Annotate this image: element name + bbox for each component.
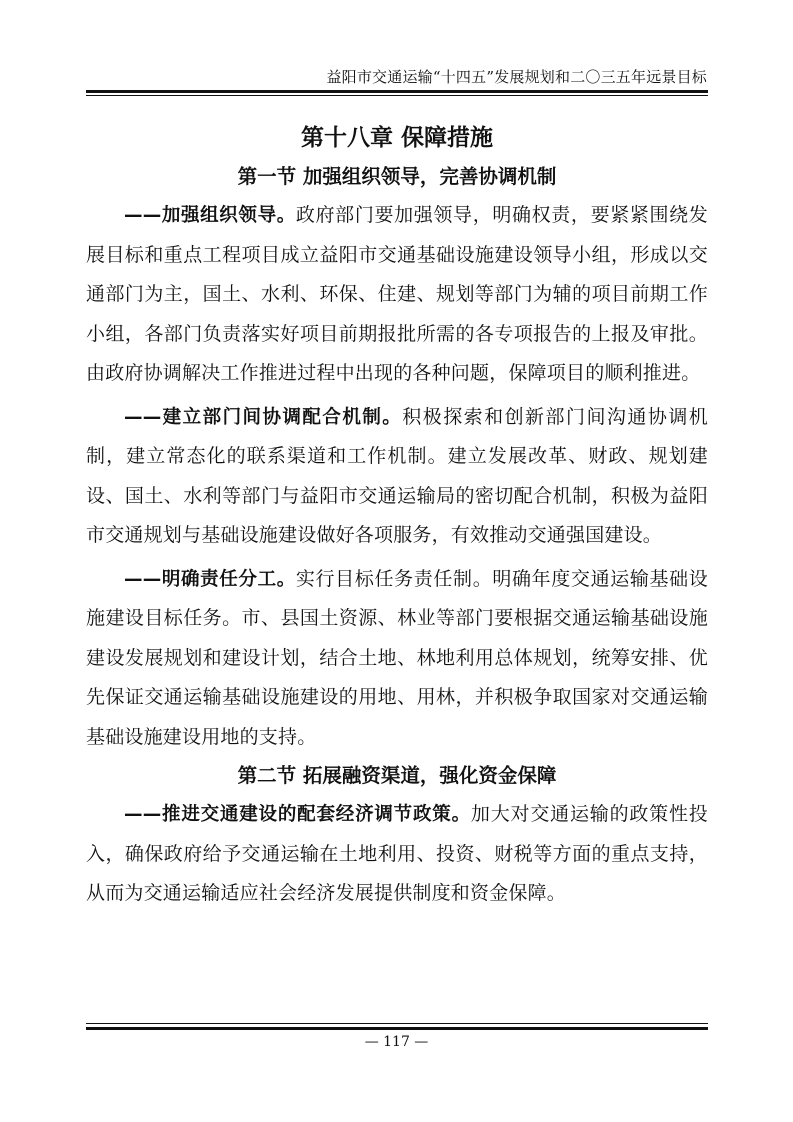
paragraph-text: 实行目标任务责任制。明确年度交通运输基础设施建设目标任务。市、县国土资源、林业等部门要根据交通运输基础设施建设发展规划和建设计划，结合土地、林地利用总体规划，统筹安排、优先保证交通运输基础设施建设的用地、用林，并积极争取国家对交通运输基础设施建设用地的支持。 [86,567,708,748]
paragraph-responsibility-division [86,560,708,758]
section-title-2: 第二节 拓展融资渠道，强化资金保障 [237,764,557,787]
header-title: 益阳市交通运输“十四五”发展规划和二〇三五年远景目标 [326,68,707,86]
chapter-title: 第十八章 保障措施 [300,125,493,151]
paragraph-lead: ——明确责任分工。 [124,568,296,590]
section-title-1: 第一节 加强组织领导，完善协调机制 [237,165,557,188]
paragraph-lead: ——推进交通建设的配套经济调节政策。 [124,804,471,825]
paragraph-lead: ——加强组织领导。 [124,205,296,226]
footer-rule-thick [86,1027,708,1030]
paragraph-coordination-mechanism [86,398,708,556]
page-body [86,118,708,914]
paragraph-economic-policy [86,795,708,914]
paragraph-text: 政府部门要加强领导，明确权责，要紧紧围绕发展目标和重点工程项目成立益阳市交通基础设施建设领导小组，形成以交通部门为主，国土、水利、环保、住建、规划等部门为辅的项目前期工作小组，各部门负责落实好项目前期报批所需的各专项报告的上报及审批。由政府协调解决工作推进过程中出现的各种问题，保障项目的顺利推进。 [86,204,708,384]
footer-rule-thin [86,1023,708,1024]
paragraph-lead: ——建立部门间协调配合机制。 [124,406,403,428]
paragraph-organization-leadership [86,196,708,394]
paragraph-text: 积极探索和创新部门间沟通协调机制，建立常态化的联系渠道和工作机制。建立发展改革、财政、规划建设、国土、水利等部门与益阳市交通运输局的密切配合机制，积极为益阳市交通规划与基础设施建设做好各项服务，有效推动交通强国建设。 [86,405,708,546]
header-rule-thin [86,95,708,96]
header-rule-thick [86,90,708,93]
paragraph-text: 加大对交通运输的政策性投入，确保政府给予交通运输在土地利用、投资、财税等方面的重点支持，从而为交通运输适应社会经济发展提供制度和资金保障。 [86,803,708,904]
page-number: — 117 — [364,1034,429,1050]
